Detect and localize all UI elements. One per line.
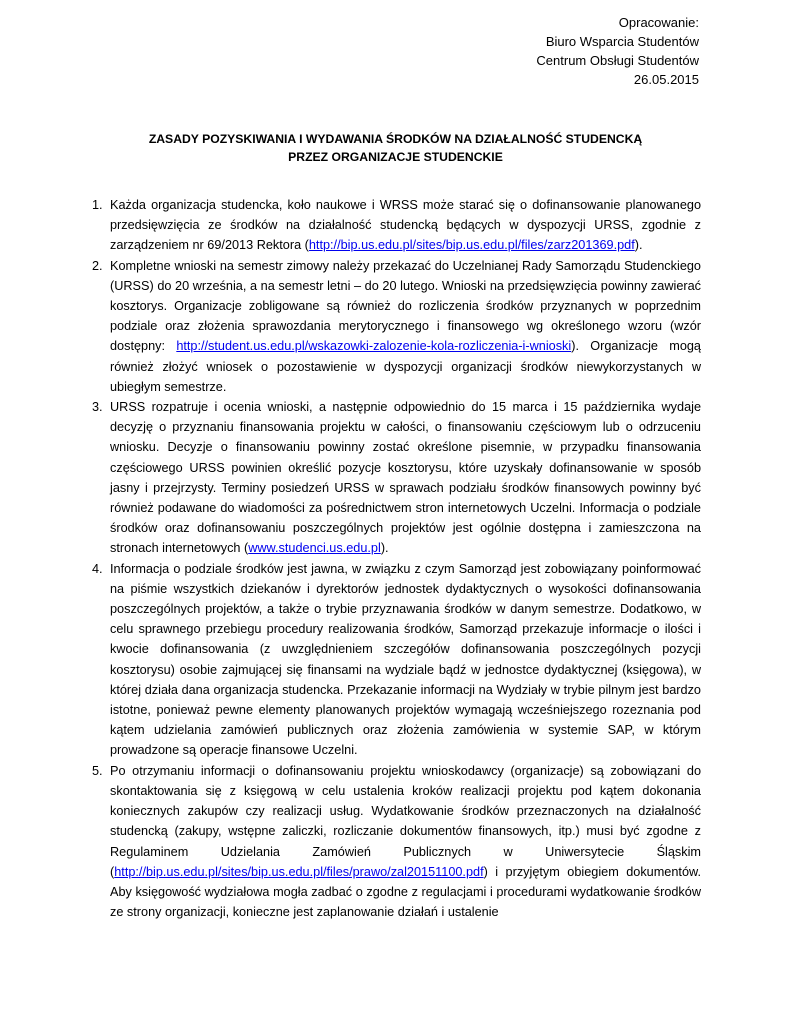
office-name: Biuro Wsparcia Studentów: [545, 34, 699, 49]
item-number: 1.: [92, 198, 103, 212]
item-text: Każda organizacja studencka, koło naukowe i WRSS może starać się o dofinansowanie planowanego przedsięwzięcia ze środków na działalność studencką będących w dyspozycji URSS, zgodnie z zarządzeniem nr 69/2013 Rektora (: [110, 198, 701, 253]
regulation-link[interactable]: http://bip.us.edu.pl/sites/bip.us.edu.pl/files/zarz201369.pdf: [308, 238, 635, 253]
list-item: [92, 256, 701, 397]
title-line-1: ZASADY POZYSKIWANIA I WYDAWANIA ŚRODKÓW NA DZIAŁALNOŚĆ STUDENCKĄ: [148, 132, 643, 146]
item-text: URSS rozpatruje i ocenia wnioski, a następnie odpowiednio do 15 marca i 15 października wydaje decyzję o przyznaniu finansowania projektu w całości, o finansowaniu częściowym lub o odrzuceniu wniosku. Decyzje o finansowaniu powinny zostać określone pisemnie, w przypadku finansowania częściowego URSS powinien określić pozycje kosztorysu, które uzyskały dofinansowanie w sposób jasny i przejrzysty. Terminy posiedzeń URSS w sprawach podziału środków finansowych powinny być również podawane do wiadomości za pośrednictwem stron internetowych Uczelni. Informacja o podziale środków oraz dofinansowaniu poszczególnych projektów jest ogólnie dostępna i zamieszczona na stronach internetowych (: [110, 400, 701, 556]
list-item: [92, 559, 701, 761]
document-date: 26.05.2015: [633, 72, 699, 87]
website-link[interactable]: www.studenci.us.edu.pl: [248, 541, 381, 556]
item-text: Kompletne wnioski na semestr zimowy należy przekazać do Uczelnianej Rady Samorządu Studenckiego (URSS) do 20 września, a na semestr letni – do 20 lutego. Wnioski na przedsięwzięcia powinny zawierać kosztorys. Organizacje zobligowane są również do rozliczenia środków przyznanych w poprzednim podziale oraz złożenia sprawozdania merytorycznego i finansowego wg określonego wzoru (wzór dostępny:: [110, 258, 701, 354]
rules-list: [92, 195, 701, 922]
item-number: 5.: [92, 763, 103, 778]
template-link[interactable]: http://student.us.edu.pl/wskazowki-zalozenie-kola-rozliczenia-i-wnioski: [176, 339, 572, 354]
document-title: [0, 130, 791, 166]
item-number: 4.: [92, 561, 103, 576]
item-text: Po otrzymaniu informacji o dofinansowaniu projektu wnioskodawcy (organizacje) są zobowiązani do skontaktowania się z księgową w celu ustalenia kroków realizacji projektu pod kątem dokonania koniecznych zakupów czy realizacji usług. Wydatkowanie środków przeznaczonych na działalność studencką (zakupy, wstępne zaliczki, rozliczanie dokumentów finansowych, itp.) musi być zgodne z Regulaminem Udzielania Zamówień Publicznych w Uniwersytecie Śląskim (: [110, 763, 701, 879]
item-text-end: ). Organizacje mogą również złożyć wniosek o pozostawienie w dyspozycji organizacji środków niewykorzystanych w ubiegłym semestrze.: [110, 339, 701, 394]
item-text-end: ).: [380, 541, 389, 556]
title-line-2: PRZEZ ORGANIZACJE STUDENCKIE: [288, 150, 503, 164]
prepared-by-label: Opracowanie:: [618, 15, 699, 30]
list-item: [92, 397, 701, 559]
list-item: [92, 195, 701, 256]
prepared-by-block: [536, 13, 699, 89]
item-number: 3.: [92, 400, 103, 415]
list-item: [92, 761, 701, 923]
item-text: Informacja o podziale środków jest jawna, w związku z czym Samorząd jest zobowiązany poinformować na piśmie wszystkich dziekanów i dyrektorów jednostek dydaktycznych o wysokości dofinansowania poszczególnych projektów, a także o trybie przyznawania środków w danym semestrze. Dodatkowo, w celu sprawnego przebiegu procedury realizowania środków, Samorząd przekazuje informacje o ilości i kwocie dofinansowania (z uwzględnieniem szczegółów dofinansowania poszczególnych pozycji kosztorysu) osobie zajmującej się finansami na wydziale bądź w jednostce dydaktycznej (księgowa), w której działa dana organizacja studencka. Przekazanie informacji na Wydziały w trybie pilnym jest bardzo istotne, ponieważ pewne elementy planowanych projektów wymagają wcześniejszego rozeznania pod kątem udzielania zamówień publicznych oraz złożenia zamówienia w systemie SAP, w którym prowadzone są operacje finansowe Uczelni.: [110, 561, 701, 758]
center-name: Centrum Obsługi Studentów: [536, 53, 699, 68]
item-text-end: ).: [634, 238, 643, 253]
item-number: 2.: [92, 258, 103, 273]
item-text-end: ) i przyjętym obiegiem dokumentów. Aby księgowość wydziałowa mogła zadbać o zgodne z regulacjami i procedurami wydatkowanie środków ze strony organizacji, konieczne jest zaplanowanie działań i ustalenie: [110, 864, 701, 920]
procurement-regulation-link[interactable]: http://bip.us.edu.pl/sites/bip.us.edu.pl/files/prawo/zal20151100.pdf: [114, 864, 484, 879]
